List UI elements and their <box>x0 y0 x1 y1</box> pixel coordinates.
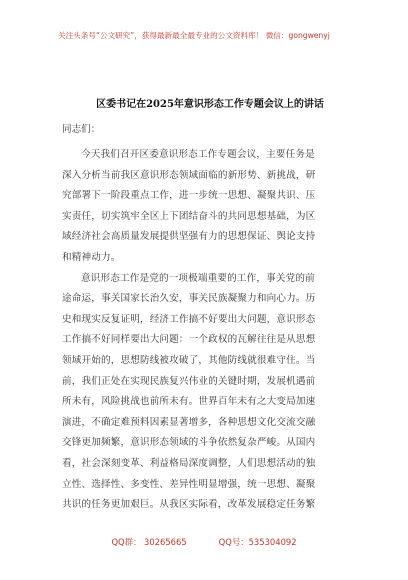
text-line: 今天我们召开区委意识形态工作专题会议，主要任务是 <box>81 149 315 160</box>
salutation: 同志们： <box>62 124 101 135</box>
document-body <box>62 145 350 516</box>
text-line: 共识的任务更加艰巨。从我区实际看，改革发展稳定任务繁 <box>62 499 316 511</box>
document-title: 区委书记在2025年意识形态工作专题会议上的讲话 <box>96 99 324 110</box>
text-line: 看，社会深刻变革、利益格局深度调整，人们思想活动的独 <box>62 457 316 469</box>
text-line: 立性、选择性、多变性、差异性明显增强，统一思想、凝聚 <box>62 478 316 490</box>
text-line: 所未有，风险挑战也前所未有。世界百年未有之大变局加速 <box>62 396 316 408</box>
text-line: 域经济社会高质量发展提供坚强有力的思想保证、舆论支持 <box>62 231 316 243</box>
text-line: 实责任，切实筑牢全区上下团结奋斗的共同思想基础，为区 <box>62 210 316 222</box>
text-line: 史和现实反复证明，经济工作搞不好要出大问题，意识形态 <box>62 313 316 325</box>
text-line: 交锋更加频繁，意识形态领域的斗争依然复杂严峻。从国内 <box>62 437 316 449</box>
text-line: 深入分析当前我区意识形态领域面临的新形势、新挑战，研 <box>62 169 316 181</box>
text-line: 途命运，事关国家长治久安，事关民族凝聚力和向心力。历 <box>62 293 316 305</box>
text-line: 工作搞不好同样要出大问题：一个政权的瓦解往往是从思想 <box>62 334 316 346</box>
contact-footer <box>0 536 408 548</box>
text-line: 和精神动力。 <box>62 251 121 263</box>
text-line: 演进，不确定难预料因素显著增多，各种思想文化交流交融 <box>62 416 316 428</box>
qq-account-number: QQ号：535304092 <box>218 537 297 547</box>
qq-group-number: QQ群： 30265665 <box>111 537 187 547</box>
text-line: 领域开始的，思想防线被攻破了，其他防线就很难守住。当 <box>62 354 316 366</box>
paragraph-1 <box>62 145 350 269</box>
promo-header-note: 关注头条号“公文研究”，获得最新最全最专业的公文资料库！ 微信：gongwenyj <box>58 31 330 40</box>
text-line: 意识形态工作是党的一项极端重要的工作，事关党的前 <box>81 272 315 284</box>
text-line: 前，我们正处在实现民族复兴伟业的关键时期，发展机遇前 <box>62 375 316 387</box>
text-line: 究部署下一阶段重点工作，进一步统一思想、凝聚共识、压 <box>62 190 316 202</box>
paragraph-2 <box>62 269 350 516</box>
